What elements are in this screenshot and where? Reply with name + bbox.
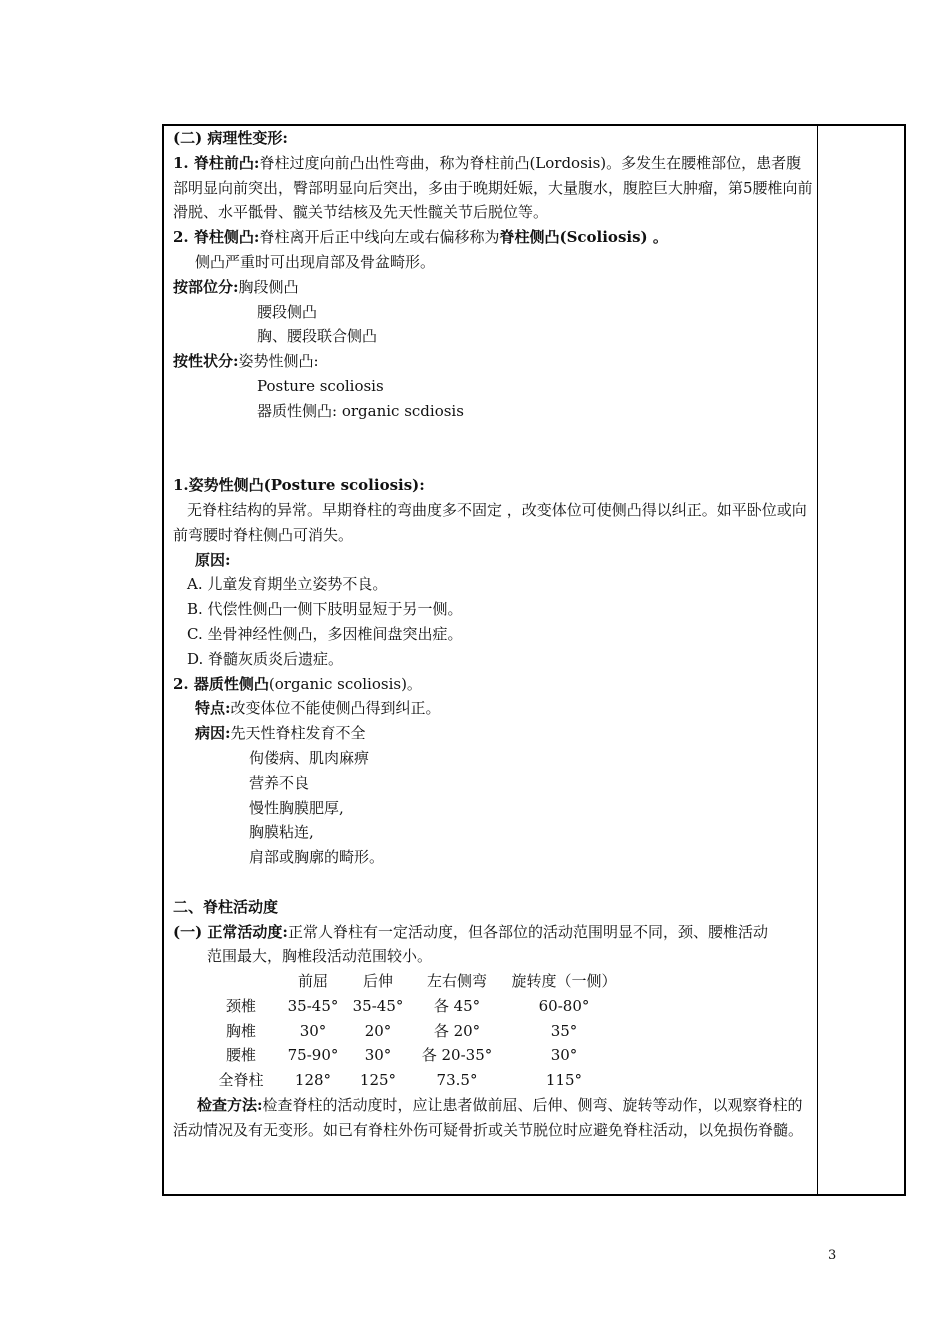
feature-text: 改变体位不能使侧凸得到纠正。 (230, 699, 441, 718)
etiology-item: 慢性胸膜肥厚, (249, 798, 344, 817)
table-cell: 30° (364, 1046, 392, 1065)
table-row (203, 1068, 623, 1093)
feature-label: 特点: (195, 699, 231, 718)
nature-item: 器质性侧凸: organic scdiosis (257, 401, 464, 420)
by-position-label: 按部位分: (173, 277, 239, 296)
position-item: 腰段侧凸 (257, 302, 318, 321)
scoliosis-term-2: 脊柱侧凸 (499, 228, 560, 247)
causes-label: 原因: (195, 550, 231, 569)
lordosis-text: 脊柱过度向前凸出性弯曲，称为脊柱前凸(Lordosis)。多发生在腰椎部位，患者腹部明显向前突出，臀部明显向后突出，多由于晚期妊娠，大量腹水，腹腔巨大肿瘤，第5腰椎向前滑脱、水平骶骨、髋关节结核及先天性髋关节后脱位等。 (173, 153, 813, 222)
table-header-cell: 左右侧弯 (426, 972, 487, 991)
table-cell: 60-80° (538, 996, 590, 1015)
table-cell: 35-45° (352, 996, 404, 1015)
scoliosis-term: 脊柱侧凸: (193, 228, 260, 247)
position-item: 胸段侧凸 (238, 277, 299, 296)
organic-heading (173, 672, 813, 697)
nature-item: Posture scoliosis (257, 376, 384, 395)
table-cell: 35-45° (287, 996, 339, 1015)
table-cell: 75-90° (287, 1046, 339, 1065)
table-row (203, 1019, 623, 1044)
table-cell: 全脊柱 (218, 1071, 264, 1090)
etiology-item: 胸膜粘连, (249, 823, 314, 842)
exam-method-text: 检查脊柱的活动度时，应让患者做前屈、后伸、侧弯、旋转等动作，以观察脊柱的活动情况及有无变形。如已有脊柱外伤可疑骨折或关节脱位时应避免脊柱活动，以免损伤脊髓。 (173, 1096, 804, 1139)
organic-english: (organic scoliosis)。 (268, 674, 422, 693)
range-of-motion-table (203, 969, 623, 1093)
table-cell: 125° (359, 1071, 397, 1090)
exam-method-paragraph (173, 1093, 813, 1143)
scoliosis-severe-text: 侧凸严重时可出现肩部及骨盆畸形。 (195, 252, 436, 271)
table-row (203, 994, 623, 1019)
section-heading-pathological: (二) 病理性变形: (173, 129, 288, 147)
table-cell: 各 20-35° (421, 1046, 493, 1065)
etiology-item: 佝偻病、肌肉麻痹 (249, 748, 370, 767)
cause-item: A. 儿童发育期坐立姿势不良。 (187, 575, 388, 594)
scoliosis-english: (Scoliosis) 。 (559, 228, 668, 247)
postural-description: 无脊柱结构的异常。早期脊柱的弯曲度多不固定 ，改变体位可使侧凸得以纠正。如平卧位或向前弯腰时脊柱侧凸可消失。 (173, 500, 807, 544)
organic-feature (173, 696, 813, 721)
table-cell: 128° (294, 1071, 332, 1090)
organic-etiology (173, 721, 813, 746)
lordosis-term: 脊柱前凸: (193, 153, 260, 172)
normal-mobility-cont: 范围最大，胸椎段活动范围较小。 (207, 947, 433, 966)
nature-item: 姿势性侧凸: (238, 352, 319, 371)
etiology-item: 营养不良 (249, 773, 310, 792)
by-position-row (173, 275, 813, 300)
lordosis-number: 1. (173, 153, 194, 172)
spacer (173, 870, 813, 895)
cause-item: D. 脊髓灰质炎后遗症。 (187, 649, 344, 668)
etiology-item: 肩部或胸廓的畸形。 (249, 848, 385, 867)
exam-method-label: 检查方法: (197, 1096, 263, 1115)
table-row (203, 1043, 623, 1068)
table-cell: 73.5° (436, 1071, 478, 1090)
table-cell: 颈椎 (225, 996, 256, 1015)
lordosis-paragraph (173, 151, 813, 225)
etiology-item: 先天性脊柱发育不全 (230, 724, 366, 743)
table-cell: 115° (545, 1071, 583, 1090)
normal-mobility-paragraph (173, 920, 813, 945)
by-nature-row (173, 349, 813, 374)
organic-number: 2. (173, 674, 194, 693)
cause-item: B. 代偿性侧凸一侧下肢明显短于另一侧。 (187, 600, 463, 619)
document-content (173, 126, 813, 1143)
table-cell: 20° (364, 1021, 392, 1040)
normal-mobility-text: 正常人脊柱有一定活动度，但各部位的活动范围明显不同，颈、腰椎活动 (287, 922, 768, 941)
cause-item: C. 坐骨神经性侧凸，多因椎间盘突出症。 (187, 624, 463, 643)
table-column-divider (817, 124, 818, 1196)
table-cell: 胸椎 (225, 1021, 256, 1040)
scoliosis-severe-note (173, 250, 813, 275)
table-header-cell: 前屈 (297, 972, 328, 991)
table-cell: 腰椎 (225, 1046, 256, 1065)
table-cell: 30° (299, 1021, 327, 1040)
position-item: 胸、腰段联合侧凸 (257, 327, 378, 346)
table-cell: 各 45° (433, 996, 481, 1015)
page-number: 3 (828, 1248, 837, 1263)
scoliosis-number: 2. (173, 228, 194, 247)
table-header-cell: 后伸 (362, 972, 393, 991)
organic-term: 器质性侧凸 (193, 674, 269, 693)
postural-heading: 1.姿势性侧凸(Posture scoliosis): (173, 476, 425, 495)
table-cell: 35° (550, 1021, 578, 1040)
scoliosis-paragraph (173, 225, 813, 250)
spacer (173, 424, 813, 474)
by-nature-label: 按性状分: (173, 352, 239, 371)
etiology-label: 病因: (195, 724, 231, 743)
scoliosis-text: 脊柱离开后正中线向左或右偏移称为 (259, 228, 500, 247)
table-cell: 30° (550, 1046, 578, 1065)
table-header-cell (203, 969, 279, 994)
mobility-heading: 二、脊柱活动度 (173, 897, 279, 916)
table-header-cell: 旋转度（一侧） (511, 972, 617, 991)
table-cell: 各 20° (433, 1021, 481, 1040)
normal-mobility-label: (一) 正常活动度: (173, 922, 288, 941)
table-header-row (203, 969, 623, 994)
